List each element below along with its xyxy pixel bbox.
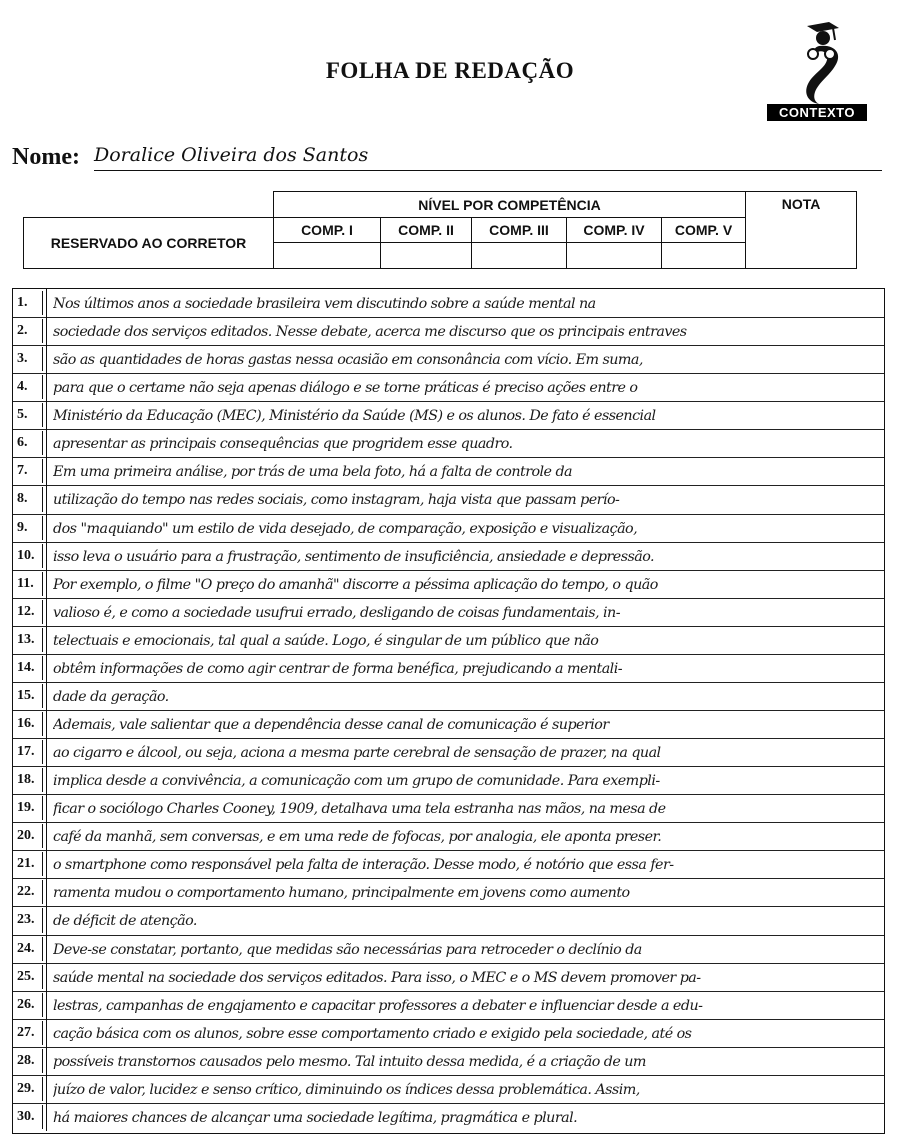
line-text: saúde mental na sociedade dos serviços editados. Para isso, o MEC e o MS devem promover pa- bbox=[53, 969, 701, 986]
line-number: 11. bbox=[13, 570, 47, 598]
line-text: utilização do tempo nas redes sociais, como instagram, haja vista que passam perío- bbox=[53, 492, 620, 509]
line-text: café da manhã, sem conversas, e em uma rede de fofocas, por analogia, ele aponta preser. bbox=[53, 829, 662, 846]
line-number: 7. bbox=[13, 457, 47, 485]
essay-line bbox=[13, 963, 884, 992]
name-underline bbox=[94, 170, 882, 171]
essay-line bbox=[13, 710, 884, 739]
line-text: telectuais e emocionais, tal qual a saúde. Logo, é singular de um público que não bbox=[53, 632, 599, 649]
comp-score-cell bbox=[472, 243, 567, 269]
essay-line bbox=[13, 289, 884, 318]
line-text: são as quantidades de horas gastas nessa ocasião em consonância com vício. Em suma, bbox=[53, 352, 643, 369]
essay-line bbox=[13, 345, 884, 374]
line-text: implica desde a convivência, a comunicação com um grupo de comunidade. Para exempli- bbox=[53, 773, 660, 790]
line-text: dos "maquiando" um estilo de vida desejado, de comparação, exposição e visualização, bbox=[53, 520, 638, 537]
essay-line bbox=[13, 1075, 884, 1104]
line-text: Por exemplo, o filme "O preço do amanhã" discorre a péssima aplicação do tempo, o quão bbox=[53, 576, 658, 593]
comp-score-cell bbox=[274, 243, 381, 269]
essay-line bbox=[13, 766, 884, 795]
comp-header: COMP. V bbox=[662, 218, 746, 243]
blank-corner bbox=[24, 192, 274, 218]
essay-line bbox=[13, 1019, 884, 1048]
line-text: obtêm informações de como agir centrar de forma benéfica, prejudicando a mentali- bbox=[53, 660, 623, 677]
mascot-icon bbox=[789, 20, 849, 106]
essay-line bbox=[13, 485, 884, 514]
line-number: 18. bbox=[13, 766, 47, 794]
essay-line bbox=[13, 317, 884, 346]
line-text: para que o certame não seja apenas diálogo e se torne práticas é preciso ações entre o bbox=[53, 380, 638, 397]
essay-line bbox=[13, 429, 884, 458]
essay-line bbox=[13, 373, 884, 402]
line-text: ficar o sociólogo Charles Cooney, 1909, detalhava uma tela estranha nas mãos, na mesa de bbox=[53, 801, 666, 818]
line-number: 28. bbox=[13, 1047, 47, 1075]
line-text: juízo de valor, lucidez e senso crítico, diminuindo os índices dessa problemática. Assim, bbox=[53, 1081, 640, 1098]
comp-score-cell bbox=[567, 243, 662, 269]
line-number: 23. bbox=[13, 906, 47, 934]
essay-line bbox=[13, 822, 884, 851]
line-number: 27. bbox=[13, 1019, 47, 1047]
page-title: FOLHA DE REDAÇÃO bbox=[325, 58, 575, 83]
line-text: isso leva o usuário para a frustração, sentimento de insuficiência, ansiedade e depressão. bbox=[53, 548, 655, 565]
essay-line bbox=[13, 935, 884, 964]
line-number: 15. bbox=[13, 682, 47, 710]
line-number: 9. bbox=[13, 514, 47, 542]
essay-line bbox=[13, 1103, 884, 1131]
line-number: 8. bbox=[13, 485, 47, 513]
line-number: 3. bbox=[13, 345, 47, 373]
line-number: 10. bbox=[13, 542, 47, 570]
essay-line bbox=[13, 682, 884, 711]
name-row bbox=[12, 140, 882, 176]
line-number: 20. bbox=[13, 822, 47, 850]
line-text: Ademais, vale salientar que a dependência desse canal de comunicação é superior bbox=[53, 717, 609, 733]
logo-text: CONTEXTO bbox=[767, 104, 867, 121]
line-text: Ministério da Educação (MEC), Ministério da Saúde (MS) e os alunos. De fato é essencial bbox=[53, 408, 656, 425]
line-text: Deve-se constatar, portanto, que medidas são necessárias para retroceder o declínio da bbox=[53, 941, 642, 958]
line-text: o smartphone como responsável pela falta de interação. Desse modo, é notório que essa fer- bbox=[53, 857, 674, 874]
essay-line bbox=[13, 598, 884, 627]
line-number: 14. bbox=[13, 654, 47, 682]
line-text: lestras, campanhas de engajamento e capacitar professores a debater e influenciar desde a edu- bbox=[53, 997, 703, 1014]
grade-header: NOTA bbox=[746, 192, 857, 269]
line-number: 12. bbox=[13, 598, 47, 626]
line-text: há maiores chances de alcançar uma sociedade legítima, pragmática e plural. bbox=[53, 1109, 578, 1126]
line-number: 2. bbox=[13, 317, 47, 345]
essay-line bbox=[13, 878, 884, 907]
essay-line bbox=[13, 738, 884, 767]
essay-line bbox=[13, 654, 884, 683]
grading-table bbox=[23, 191, 857, 269]
line-number: 17. bbox=[13, 738, 47, 766]
line-number: 5. bbox=[13, 401, 47, 429]
line-text: possíveis transtornos causados pelo mesmo. Tal intuito dessa medida, é a criação de um bbox=[53, 1053, 646, 1070]
contexto-logo bbox=[765, 20, 869, 124]
line-text: sociedade dos serviços editados. Nesse debate, acerca me discurso que os principais entraves bbox=[53, 324, 687, 341]
line-number: 16. bbox=[13, 710, 47, 738]
line-number: 25. bbox=[13, 963, 47, 991]
essay-line bbox=[13, 542, 884, 571]
line-text: Em uma primeira análise, por trás de uma bela foto, há a falta de controle da bbox=[53, 464, 573, 481]
line-text: ao cigarro e álcool, ou seja, aciona a mesma parte cerebral de sensação de prazer, na qual bbox=[53, 745, 661, 762]
comp-header: COMP. II bbox=[381, 218, 472, 243]
line-text: ramenta mudou o comportamento humano, principalmente em jovens como aumento bbox=[53, 885, 630, 902]
essay-sheet bbox=[12, 288, 885, 1134]
line-number: 6. bbox=[13, 429, 47, 457]
level-header: NÍVEL POR COMPETÊNCIA bbox=[274, 192, 746, 218]
essay-line bbox=[13, 457, 884, 486]
essay-line bbox=[13, 991, 884, 1020]
line-number: 24. bbox=[13, 935, 47, 963]
essay-line bbox=[13, 514, 884, 543]
essay-line bbox=[13, 850, 884, 879]
line-number: 29. bbox=[13, 1075, 47, 1103]
line-number: 30. bbox=[13, 1103, 47, 1131]
essay-line bbox=[13, 906, 884, 935]
reserved-label: RESERVADO AO CORRETOR bbox=[24, 218, 274, 269]
line-number: 13. bbox=[13, 626, 47, 654]
line-text: de déficit de atenção. bbox=[53, 913, 197, 930]
line-number: 26. bbox=[13, 991, 47, 1019]
name-label: Nome: bbox=[12, 144, 80, 170]
essay-line bbox=[13, 794, 884, 823]
essay-line bbox=[13, 1047, 884, 1076]
line-number: 22. bbox=[13, 878, 47, 906]
line-text: dade da geração. bbox=[53, 688, 169, 705]
comp-header: COMP. III bbox=[472, 218, 567, 243]
comp-header: COMP. I bbox=[274, 218, 381, 243]
comp-score-cell bbox=[662, 243, 746, 269]
essay-line bbox=[13, 401, 884, 430]
line-text: cação básica com os alunos, sobre esse comportamento criado e exigido pela sociedade, até os bbox=[53, 1025, 692, 1042]
line-number: 1. bbox=[13, 289, 47, 317]
line-text: Nos últimos anos a sociedade brasileira vem discutindo sobre a saúde mental na bbox=[53, 296, 596, 312]
line-number: 19. bbox=[13, 794, 47, 822]
name-value: Doralice Oliveira dos Santos bbox=[94, 144, 369, 166]
comp-score-cell bbox=[381, 243, 472, 269]
line-number: 21. bbox=[13, 850, 47, 878]
line-text: apresentar as principais consequências que progridem esse quadro. bbox=[53, 436, 513, 453]
essay-line bbox=[13, 570, 884, 599]
line-number: 4. bbox=[13, 373, 47, 401]
line-text: valioso é, e como a sociedade usufrui errado, desligando de coisas fundamentais, in- bbox=[53, 604, 620, 621]
essay-line bbox=[13, 626, 884, 655]
comp-header: COMP. IV bbox=[567, 218, 662, 243]
